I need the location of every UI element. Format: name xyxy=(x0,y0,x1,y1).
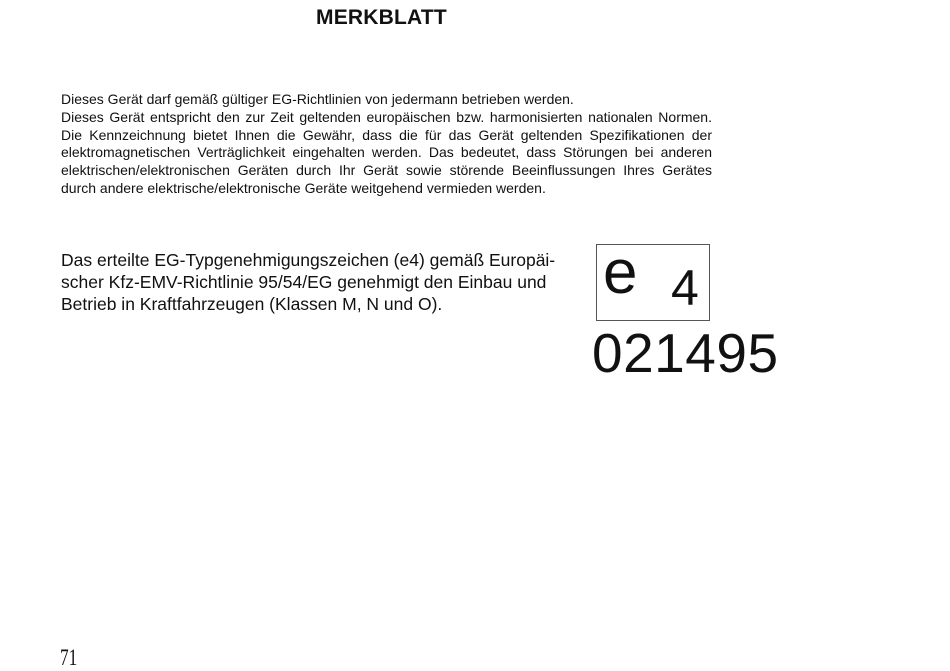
e-mark-letter: e xyxy=(603,238,638,307)
intro-paragraph: Dieses Gerät entspricht den zur Zeit geltenden europäischen bzw. harmonisierten nationalen Normen. Die Kennzeichnung bietet Ihnen die Gewähr, dass die für das Gerät geltenden Spezifikationen der elektromagnetischen Verträglichkeit eingehalten werden. Das bedeutet, dass Störungen bei anderen elektrischen/elektronischen Geräten durch Ihr Gerät sowie störende Beeinflussungen Ihres Gerätes durch andere elektrische/elektronische Geräte weitgehend vermieden werden. xyxy=(61,108,712,196)
intro-section xyxy=(61,91,712,198)
e-mark-approval-number: 021495 xyxy=(592,322,779,384)
page-number: 71 xyxy=(60,645,78,670)
e-mark-country-code: 4 xyxy=(671,260,699,316)
intro-paragraph: Dieses Gerät darf gemäß gültiger EG-Richtlinien von jedermann betrieben werden. xyxy=(61,91,574,107)
approval-text: Das erteilte EG-Typgenehmigungszeichen (e4) gemäß Europäi- scher Kfz-EMV-Richtlinie 95/54/EG genehmigt den Einbau und Betrieb in Kraftfahrzeugen (Klassen M, N und O). xyxy=(61,250,556,314)
page-title: MERKBLATT xyxy=(316,6,447,29)
e-mark-box xyxy=(596,238,710,321)
